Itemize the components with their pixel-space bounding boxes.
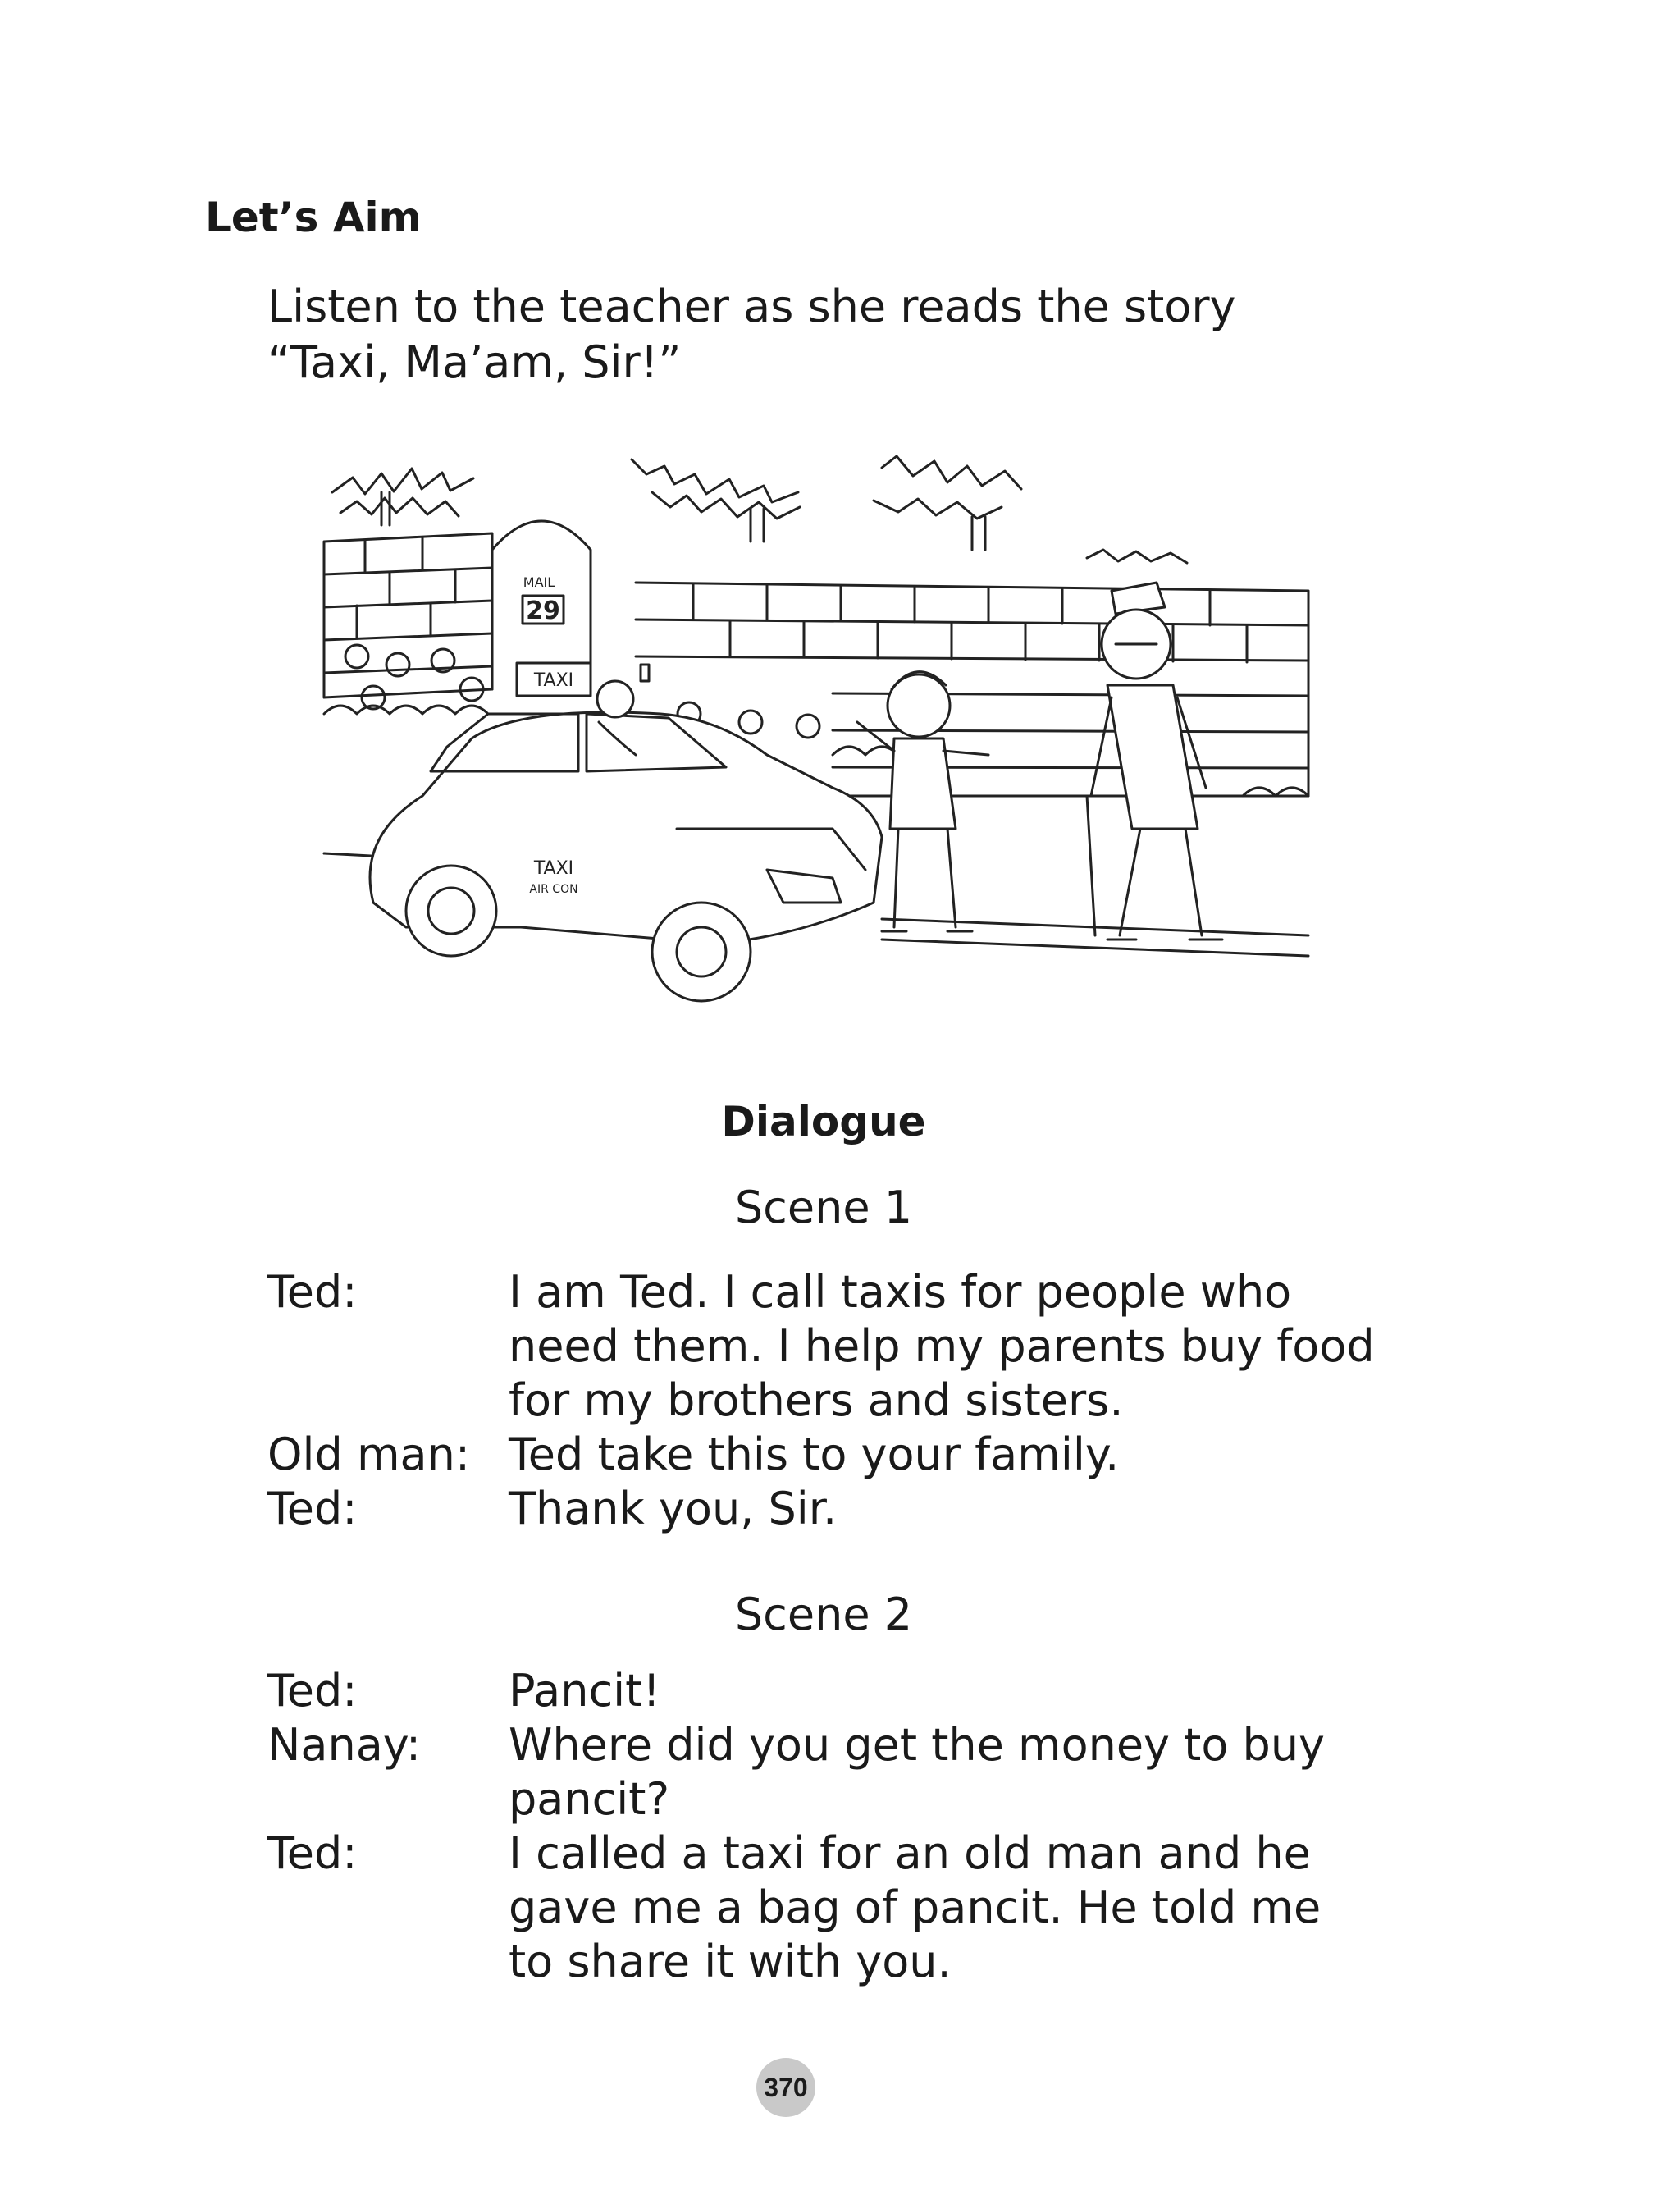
dialogue-line [267,1827,1395,1989]
speaker: Nanay: [267,1719,422,1771]
speech [509,1664,1395,1718]
mailbox-label: MAIL [523,574,555,590]
scene-1-lines [267,1265,1395,1536]
scene-2-title: Scene 2 [734,1589,913,1640]
speaker: Ted: [267,1266,358,1318]
speech-line: to share it with you. [509,1936,952,1987]
house-number: 29 [526,597,560,625]
intro-line: “Taxi, Ma’am, Sir!” [267,336,682,388]
taxi-car [370,663,882,1001]
speaker: Ted: [267,1827,358,1879]
speaker: Ted: [267,1665,358,1717]
taxi-scene-illustration [308,443,1325,1042]
speech-line: Ted take this to your family. [509,1429,1120,1480]
speech [509,1428,1395,1482]
speech-line: pancit? [509,1773,670,1825]
dialogue-line [267,1664,1395,1718]
section-heading: Let’s Aim [205,194,422,241]
dialogue-line [267,1482,1395,1536]
scene-2-lines [267,1664,1395,1989]
speech-line: gave me a bag of pancit. He told me [509,1881,1322,1933]
speech [509,1265,1395,1428]
intro-line: Listen to the teacher as she reads the story [267,281,1236,332]
boy-figure [857,672,988,931]
scene-1-title: Scene 1 [734,1182,913,1233]
dialogue-title: Dialogue [721,1098,926,1145]
taxi-door-sublabel: AIR CON [529,883,578,896]
intro-text [267,279,1236,391]
taxi-roof-sign: TAXI [533,670,574,691]
speech-line: Pancit! [509,1665,660,1717]
speaker: Old man: [267,1429,471,1480]
dialogue-line [267,1265,1395,1428]
speech-line: I am Ted. I call taxis for people who [509,1266,1292,1318]
taxi-door-label: TAXI [533,858,574,879]
speech [509,1718,1395,1827]
speech-line: need them. I help my parents buy food [509,1320,1375,1372]
speech-line: for my brothers and sisters. [509,1374,1124,1426]
dialogue-line [267,1428,1395,1482]
speech-line: I called a taxi for an old man and he [509,1827,1311,1879]
page-number: 370 [756,2058,815,2117]
old-man-figure [1087,583,1222,940]
palm-leaves [332,456,1187,563]
speech-line: Where did you get the money to buy [509,1719,1326,1771]
dialogue-line [267,1718,1395,1827]
speaker: Ted: [267,1483,358,1534]
speech-line: Thank you, Sir. [509,1483,838,1534]
speech [509,1827,1395,1989]
speech [509,1482,1395,1536]
